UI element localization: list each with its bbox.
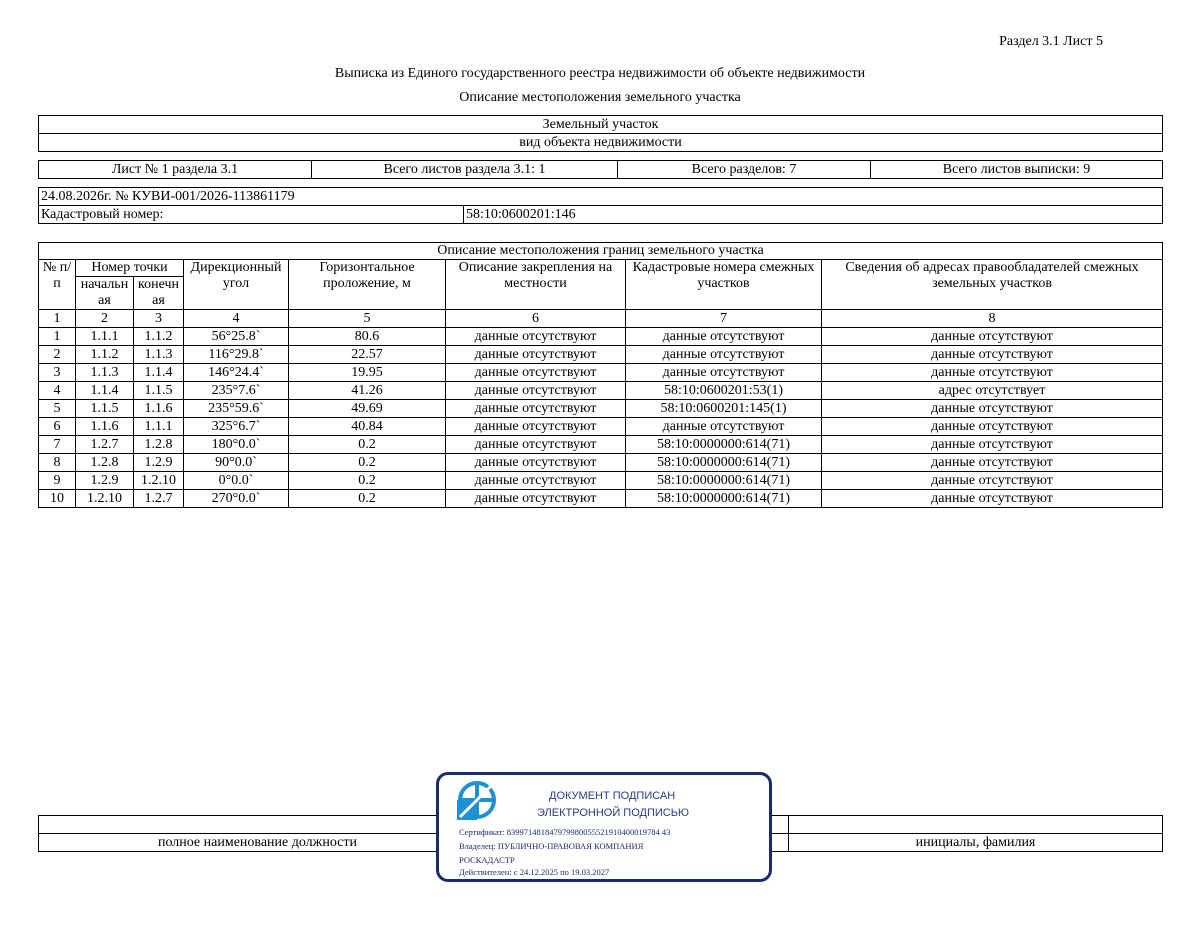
stamp-certificate: Сертификат: 839971481847979980055521910400019784 43	[459, 827, 671, 837]
boundary-cell: данные отсутствуют	[446, 400, 626, 418]
boundary-cell: 325°6.7`	[184, 418, 289, 436]
boundary-cell: 58:10:0000000:614(71)	[626, 490, 822, 508]
name-field	[789, 816, 1163, 834]
boundary-cell: 40.84	[289, 418, 446, 436]
boundary-cell: данные отсутствуют	[446, 328, 626, 346]
boundary-cell: 1.2.10	[76, 490, 134, 508]
boundary-cell: 1.2.9	[134, 454, 184, 472]
boundary-cell: данные отсутствуют	[822, 436, 1163, 454]
column-number: 8	[822, 310, 1163, 328]
boundary-cell: 9	[39, 472, 76, 490]
column-number: 2	[76, 310, 134, 328]
object-type-table	[38, 115, 1163, 152]
header-num: № п/п	[39, 260, 76, 310]
header-point-no: Номер точки	[76, 260, 184, 277]
boundary-cell: данные отсутствуют	[446, 382, 626, 400]
boundary-cell: данные отсутствуют	[822, 490, 1163, 508]
boundary-cell: 0°0.0`	[184, 472, 289, 490]
object-type-caption: вид объекта недвижимости	[39, 134, 1163, 152]
document-date-number: 24.08.2026г. № КУВИ-001/2026-113861179	[39, 188, 1163, 206]
boundary-cell: данные отсутствуют	[822, 400, 1163, 418]
document-subtitle: Описание местоположения земельного участка	[459, 90, 741, 105]
stamp-line2: ЭЛЕКТРОННОЙ ПОДПИСЬЮ	[537, 807, 690, 819]
header-angle: Дирекционный угол	[184, 260, 289, 310]
total-sheets-section: Всего листов раздела 3.1: 1	[312, 161, 618, 179]
boundary-cell: 4	[39, 382, 76, 400]
sheet-reference: Раздел 3.1 Лист 5	[999, 34, 1103, 49]
position-caption: полное наименование должности	[39, 834, 477, 852]
boundary-cell: 58:10:0600201:53(1)	[626, 382, 822, 400]
sheet-info-table	[38, 160, 1163, 179]
boundary-cell: 1.1.3	[76, 364, 134, 382]
boundary-cell: 116°29.8`	[184, 346, 289, 364]
boundary-cell: 1.1.4	[76, 382, 134, 400]
boundary-cell: 58:10:0000000:614(71)	[626, 436, 822, 454]
boundary-cell: 1.1.1	[76, 328, 134, 346]
boundary-cell: 1.1.2	[76, 346, 134, 364]
boundary-row	[39, 436, 1163, 454]
boundary-row	[39, 418, 1163, 436]
total-sheets-extract: Всего листов выписки: 9	[871, 161, 1163, 179]
boundary-cell: данные отсутствуют	[626, 346, 822, 364]
boundary-cell: 1.2.7	[76, 436, 134, 454]
boundary-cell: 235°59.6`	[184, 400, 289, 418]
boundary-cell: 8	[39, 454, 76, 472]
boundary-row	[39, 328, 1163, 346]
boundary-cell: 19.95	[289, 364, 446, 382]
boundary-cell: 2	[39, 346, 76, 364]
boundary-cell: данные отсутствуют	[822, 364, 1163, 382]
electronic-signature-stamp	[436, 772, 772, 882]
boundary-cell: 5	[39, 400, 76, 418]
boundary-cell: данные отсутствуют	[446, 454, 626, 472]
boundary-cell: данные отсутствуют	[446, 364, 626, 382]
boundary-cell: 1.1.3	[134, 346, 184, 364]
column-number: 3	[134, 310, 184, 328]
document-info-table	[38, 187, 1163, 224]
boundary-cell: 1.2.8	[76, 454, 134, 472]
cadastral-label: Кадастровый номер:	[39, 206, 464, 224]
column-number: 4	[184, 310, 289, 328]
column-number: 7	[626, 310, 822, 328]
boundary-cell: 56°25.8`	[184, 328, 289, 346]
boundary-row	[39, 472, 1163, 490]
boundary-cell: 1.1.4	[134, 364, 184, 382]
boundary-rows	[39, 328, 1163, 508]
cadastral-number: 58:10:0600201:146	[464, 206, 1163, 224]
boundary-cell: 90°0.0`	[184, 454, 289, 472]
boundary-cell: 0.2	[289, 454, 446, 472]
column-number: 6	[446, 310, 626, 328]
header-end-point: конечн ая	[134, 277, 184, 310]
boundary-cell: 0.2	[289, 436, 446, 454]
boundary-cell: 0.2	[289, 472, 446, 490]
boundary-cell: 3	[39, 364, 76, 382]
boundary-cell: данные отсутствуют	[626, 364, 822, 382]
stamp-owner: Владелец: ПУБЛИЧНО-ПРАВОВАЯ КОМПАНИЯ	[459, 841, 644, 851]
boundary-cell: 235°7.6`	[184, 382, 289, 400]
stamp-validity: Действителен: с 24.12.2025 по 19.03.2027	[459, 867, 610, 877]
boundary-cell: 1.2.9	[76, 472, 134, 490]
header-fixing: Описание закрепления на местности	[446, 260, 626, 310]
boundary-cell: 1.1.2	[134, 328, 184, 346]
boundary-cell: 80.6	[289, 328, 446, 346]
boundary-cell: 58:10:0600201:145(1)	[626, 400, 822, 418]
boundary-cell: данные отсутствуют	[822, 454, 1163, 472]
roskadastr-logo-icon	[457, 780, 497, 820]
boundary-cell: 58:10:0000000:614(71)	[626, 454, 822, 472]
boundary-cell: данные отсутствуют	[446, 346, 626, 364]
sheet-number: Лист № 1 раздела 3.1	[39, 161, 312, 179]
boundary-row	[39, 364, 1163, 382]
document-title: Выписка из Единого государственного реестра недвижимости об объекте недвижимости	[334, 66, 866, 81]
boundary-cell: данные отсутствуют	[822, 346, 1163, 364]
boundary-cell: данные отсутствуют	[822, 418, 1163, 436]
boundary-cell: данные отсутствуют	[822, 472, 1163, 490]
column-number: 1	[39, 310, 76, 328]
name-caption: инициалы, фамилия	[789, 834, 1163, 852]
boundary-cell: данные отсутствуют	[446, 418, 626, 436]
boundary-cell: 41.26	[289, 382, 446, 400]
boundary-cell: 0.2	[289, 490, 446, 508]
boundary-cell: 1.1.5	[134, 382, 184, 400]
boundary-cell: 1	[39, 328, 76, 346]
boundary-cell: 270°0.0`	[184, 490, 289, 508]
column-number: 5	[289, 310, 446, 328]
object-name: Земельный участок	[39, 116, 1163, 134]
boundary-table-title: Описание местоположения границ земельного участка	[39, 243, 1163, 260]
stamp-owner-name: РОСКАДАСТР	[459, 855, 515, 865]
boundary-cell: 10	[39, 490, 76, 508]
header-start-point: начальн ая	[76, 277, 134, 310]
boundary-cell: 146°24.4`	[184, 364, 289, 382]
boundary-row	[39, 490, 1163, 508]
boundary-row	[39, 454, 1163, 472]
boundary-cell: 1.2.7	[134, 490, 184, 508]
header-neighbors: Кадастровые номера смежных участков	[626, 260, 822, 310]
boundary-cell: 58:10:0000000:614(71)	[626, 472, 822, 490]
boundary-row	[39, 382, 1163, 400]
boundary-cell: 6	[39, 418, 76, 436]
boundary-cell: 1.2.8	[134, 436, 184, 454]
boundary-cell: 1.1.1	[134, 418, 184, 436]
boundary-table	[38, 242, 1163, 508]
boundary-cell: 1.2.10	[134, 472, 184, 490]
stamp-line1: ДОКУМЕНТ ПОДПИСАН	[549, 790, 676, 802]
boundary-cell: 180°0.0`	[184, 436, 289, 454]
boundary-cell: данные отсутствуют	[446, 436, 626, 454]
boundary-cell: данные отсутствуют	[822, 328, 1163, 346]
boundary-row	[39, 346, 1163, 364]
boundary-cell: адрес отсутствует	[822, 382, 1163, 400]
position-field	[39, 816, 477, 834]
total-sections: Всего разделов: 7	[618, 161, 871, 179]
header-addresses: Сведения об адресах правообладателей смежных земельных участков	[822, 260, 1163, 310]
boundary-cell: 1.1.5	[76, 400, 134, 418]
boundary-cell: данные отсутствуют	[626, 328, 822, 346]
boundary-cell: данные отсутствуют	[626, 418, 822, 436]
boundary-cell: 1.1.6	[134, 400, 184, 418]
boundary-cell: данные отсутствуют	[446, 472, 626, 490]
boundary-cell: 49.69	[289, 400, 446, 418]
boundary-cell: 1.1.6	[76, 418, 134, 436]
boundary-cell: 7	[39, 436, 76, 454]
boundary-cell: 22.57	[289, 346, 446, 364]
header-length: Горизонтальное проложение, м	[289, 260, 446, 310]
boundary-row	[39, 400, 1163, 418]
boundary-cell: данные отсутствуют	[446, 490, 626, 508]
